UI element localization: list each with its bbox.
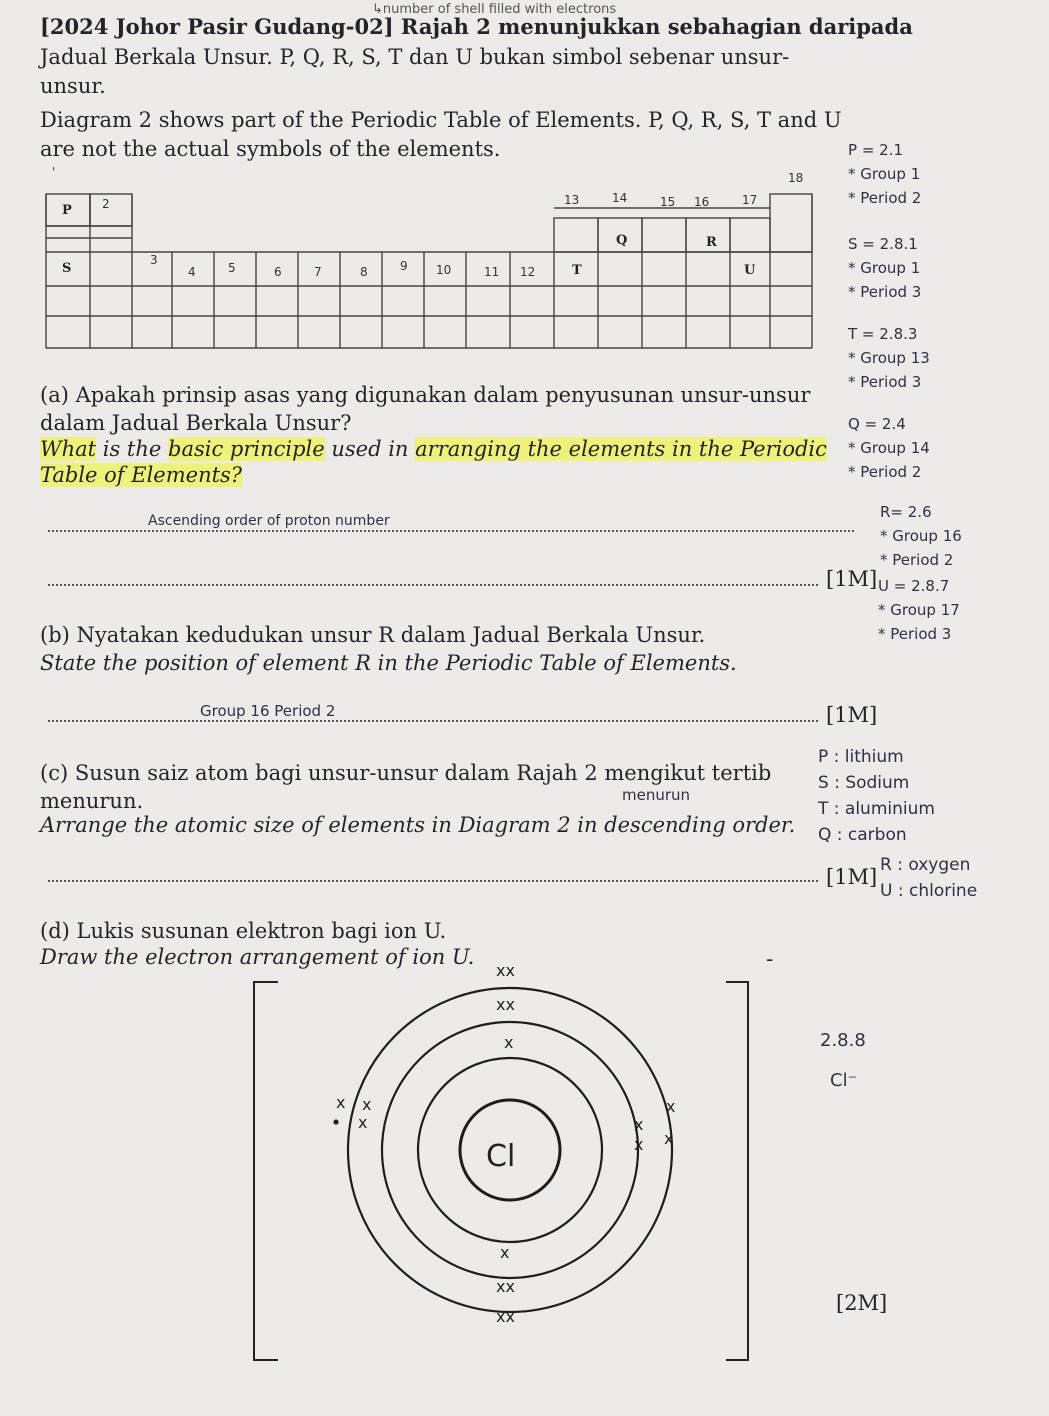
electron: x	[634, 1135, 644, 1154]
electron: x	[666, 1097, 676, 1116]
stray-dot	[333, 1119, 338, 1124]
group-num-16: 16	[694, 195, 710, 209]
group-num-4: 4	[188, 265, 196, 279]
marks-d: [2M]	[836, 1291, 888, 1315]
answer-line-a1	[48, 530, 854, 532]
group-num-5: 5	[228, 261, 236, 275]
group-num-3: 3	[150, 253, 158, 267]
side-note: * Group 17	[878, 601, 960, 619]
question-a-en-1: What is the basic principle used in arranging the elements in the Periodic	[40, 437, 827, 461]
element-name: Q : carbon	[818, 825, 907, 845]
group-num-18: 18	[788, 171, 804, 185]
group-num-8: 8	[360, 265, 368, 279]
electron-pair: xx	[496, 961, 515, 980]
electron: x	[664, 1129, 674, 1148]
group-num-6: 6	[274, 265, 282, 279]
electron-pair: xx	[496, 995, 515, 1014]
element-U: U	[744, 263, 756, 278]
element-Q: Q	[616, 233, 628, 248]
question-b-en: State the position of element R in the Periodic Table of Elements.	[40, 651, 737, 675]
group-num-14: 14	[612, 191, 628, 205]
marks-c: [1M]	[826, 865, 878, 889]
periodic-table-diagram	[0, 160, 840, 360]
ion-symbol: Cl⁻	[830, 1070, 858, 1091]
nucleus-symbol: Cl	[486, 1139, 516, 1174]
question-d-en: Draw the electron arrangement of ion U.	[40, 945, 475, 969]
electron: x	[500, 1243, 510, 1262]
question-c-en: Arrange the atomic size of elements in Diagram 2 in descending order.	[40, 813, 796, 837]
question-a-ms-2: dalam Jadual Berkala Unsur?	[40, 411, 352, 435]
group-num-9: 9	[400, 259, 408, 273]
side-note: * Group 1	[848, 259, 921, 277]
side-note: P = 2.1	[848, 141, 904, 159]
element-name: U : chlorine	[880, 881, 978, 901]
question-d-ms: (d) Lukis susunan elektron bagi ion U.	[40, 919, 447, 943]
group-num-2: 2	[102, 197, 110, 211]
side-note: * Period 3	[848, 373, 922, 391]
element-P: P	[62, 203, 72, 218]
side-note: * Period 2	[848, 189, 922, 207]
marks-b: [1M]	[826, 703, 878, 727]
top-handwritten-note: ↳number of shell filled with electrons	[372, 2, 617, 17]
group-num-15: 15	[660, 195, 676, 209]
group-num-7: 7	[314, 265, 322, 279]
side-note: * Period 2	[848, 463, 922, 481]
answer-a: Ascending order of proton number	[148, 513, 390, 529]
side-note: * Group 16	[880, 527, 962, 545]
element-name: T : aluminium	[818, 799, 935, 819]
element-T: T	[572, 263, 582, 278]
question-c-ms-1: (c) Susun saiz atom bagi unsur-unsur dalam Rajah 2 mengikut tertib	[40, 761, 772, 785]
electron-pair: xx	[496, 1277, 515, 1296]
highlight-what: What	[40, 437, 97, 461]
electron-pair: xx	[496, 1307, 515, 1326]
group-num-13: 13	[564, 193, 580, 207]
electron: x	[358, 1113, 368, 1132]
question-header-en-1: Diagram 2 shows part of the Periodic Table of Elements. P, Q, R, S, T and U	[40, 108, 842, 132]
element-name: P : lithium	[818, 747, 904, 767]
charge-sign: -	[766, 947, 774, 971]
group-num-12: 12	[520, 265, 536, 279]
electron-config: 2.8.8	[820, 1030, 866, 1051]
question-header-ms-3: unsur.	[40, 74, 106, 98]
answer-line-a2	[48, 584, 818, 586]
group-num-17: 17	[742, 193, 758, 207]
marks-a: [1M]	[826, 567, 878, 591]
electron: x	[634, 1115, 644, 1134]
group-num-10: 10	[436, 263, 452, 277]
element-R: R	[706, 235, 717, 250]
side-notes-electron	[848, 138, 921, 210]
right-bracket	[726, 982, 748, 1360]
side-note: * Period 2	[880, 551, 954, 569]
side-note: * Period 3	[878, 625, 952, 643]
side-note: * Group 1	[848, 165, 921, 183]
answer-b: Group 16 Period 2	[200, 702, 336, 720]
side-note: U = 2.8.7	[878, 577, 950, 595]
electron: x	[362, 1095, 372, 1114]
question-header-ms-1: [2024 Johor Pasir Gudang-02] Rajah 2 menunjukkan sebahagian daripada	[40, 14, 913, 39]
element-name: R : oxygen	[880, 855, 971, 875]
side-note: Q = 2.4	[848, 415, 906, 433]
side-note: * Period 3	[848, 283, 922, 301]
question-a-ms-1: (a) Apakah prinsip asas yang digunakan dalam penyusunan unsur-unsur	[40, 383, 811, 407]
highlight-basic-principle: basic principle	[168, 437, 325, 461]
side-note: * Group 13	[848, 349, 930, 367]
element-S: S	[62, 261, 72, 276]
note-menurun: menurun	[622, 786, 691, 804]
electron: x	[504, 1033, 514, 1052]
answer-line-b	[48, 720, 818, 722]
question-c-ms-2: menurun.	[40, 789, 144, 813]
question-a-en-2: Table of Elements?	[40, 463, 243, 487]
electron: x	[336, 1093, 346, 1112]
answer-line-c	[48, 880, 818, 882]
side-note: T = 2.8.3	[848, 325, 918, 343]
element-name: S : Sodium	[818, 773, 910, 793]
top-marker: '	[52, 165, 56, 179]
side-note: R= 2.6	[880, 503, 932, 521]
question-header-en-2: are not the actual symbols of the elements.	[40, 137, 501, 161]
highlight-arranging: arranging the elements in the Periodic	[415, 437, 827, 461]
group-num-11: 11	[484, 265, 500, 279]
question-header-ms-2: Jadual Berkala Unsur. P, Q, R, S, T dan U bukan simbol sebenar unsur-	[40, 45, 790, 69]
side-note: * Group 14	[848, 439, 930, 457]
side-note: S = 2.8.1	[848, 235, 918, 253]
question-b-ms: (b) Nyatakan kedudukan unsur R dalam Jadual Berkala Unsur.	[40, 623, 706, 647]
left-bracket	[254, 982, 278, 1360]
element-names-list	[818, 744, 935, 848]
